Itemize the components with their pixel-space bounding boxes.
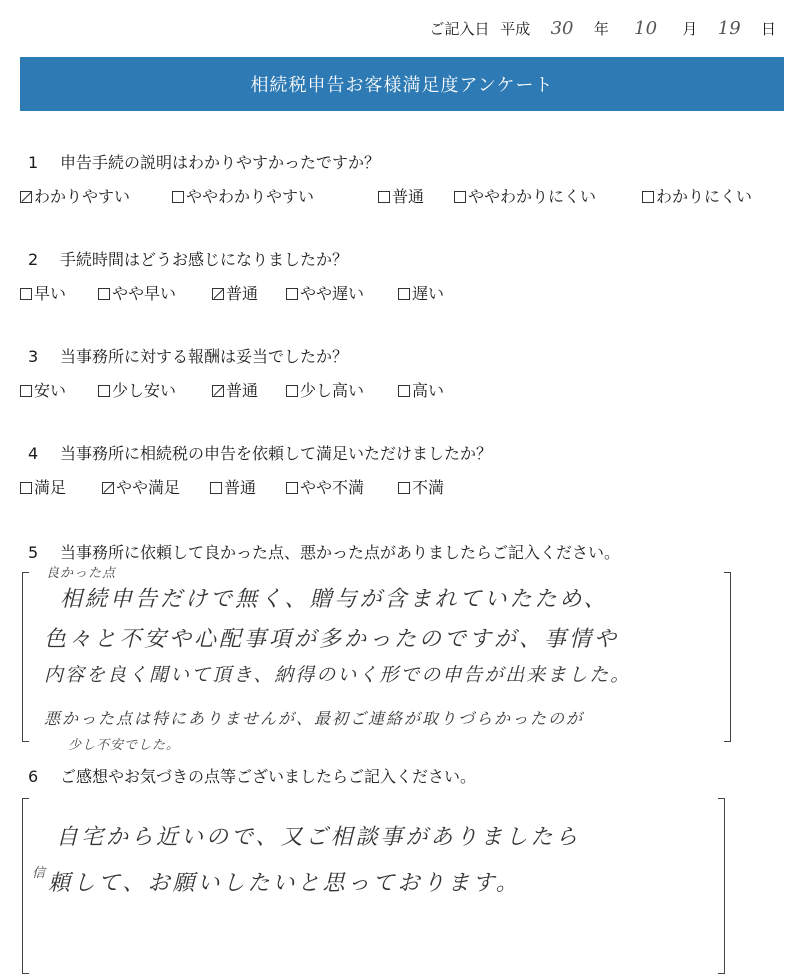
checkbox[interactable] [286,385,298,397]
question-6: 6 ご感想やお気づきの点等ございましたらご記入ください。 [28,767,477,786]
handwriting-q5-line4: 悪かった点は特にありませんが、最初ご連絡が取りづらかったのが [44,709,585,728]
checkbox-checked[interactable] [212,288,224,300]
answer-box-left-bracket [22,572,29,742]
question-text: 申告手続の説明はわかりやすかったですか？ [60,153,381,172]
checkbox[interactable] [20,288,32,300]
day-value: 19 [717,18,741,39]
checkbox[interactable] [172,191,184,203]
option[interactable]: わかりやすい [20,184,130,207]
question-2: 2 手続時間はどうお感じになりましたか？ [28,250,349,269]
checkbox-checked[interactable] [20,191,32,203]
question-3: 3 当事務所に対する報酬は妥当でしたか？ [28,347,349,366]
handwriting-q6-prefix: 信 [32,866,47,881]
month-value: 10 [634,18,658,39]
checkbox[interactable] [20,385,32,397]
year-value: 30 [550,18,574,39]
checkbox[interactable] [378,191,390,203]
option[interactable]: やや不満 [286,475,364,498]
checkbox[interactable] [398,385,410,397]
handwriting-q6-line2: 頼して、お願いしたいと思っております。 [48,871,521,896]
month-unit: 月 [682,20,698,38]
checkbox[interactable] [210,482,222,494]
checkbox[interactable] [286,482,298,494]
option[interactable]: 普通 [210,475,256,498]
option[interactable]: やや満足 [102,475,180,498]
handwriting-q5-line2: 色々と不安や心配事項が多かったのですが、事情や [44,627,620,652]
option[interactable]: やや遅い [286,281,364,304]
option[interactable]: わかりにくい [642,184,752,207]
survey-title: 相続税申告お客様満足度アンケート [20,57,784,111]
checkbox[interactable] [20,482,32,494]
handwriting-q5-line5: 少し不安でした。 [68,738,181,753]
handwriting-good-label: 良かった点 [46,566,117,581]
option[interactable]: 遅い [398,281,444,304]
option[interactable]: ややわかりにくい [454,184,596,207]
option[interactable]: 普通 [212,378,258,401]
option[interactable]: ややわかりやすい [172,184,314,207]
option[interactable]: やや早い [98,281,176,304]
option[interactable]: 少し安い [98,378,176,401]
checkbox[interactable] [642,191,654,203]
day-unit: 日 [760,20,776,38]
handwriting-q6-line1: 自宅から近いので、又ご相談事がありましたら [56,825,581,850]
entry-date [429,18,782,39]
answer-box-right-bracket [724,572,731,742]
option[interactable]: 普通 [212,281,258,304]
era-label: 平成 [500,20,531,38]
checkbox-checked[interactable] [102,482,114,494]
checkbox[interactable] [398,482,410,494]
option[interactable]: 満足 [20,475,66,498]
checkbox[interactable] [98,288,110,300]
checkbox[interactable] [98,385,110,397]
checkbox[interactable] [454,191,466,203]
question-4: 4 当事務所に相続税の申告を依頼して満足いただけましたか？ [28,444,493,463]
checkbox-checked[interactable] [212,385,224,397]
handwriting-q5-line3: 内容を良く聞いて頂き、納得のいく形での申告が出来ました。 [44,664,632,686]
option[interactable]: 不満 [398,475,444,498]
answer-box-right-bracket [718,798,725,974]
entry-date-label: ご記入日 [429,20,490,38]
question-number: 1 [28,153,39,172]
year-unit: 年 [593,20,609,38]
question-5: 5 当事務所に依頼して良かった点、悪かった点がありましたらご記入ください。 [28,543,621,562]
handwriting-q5-line1: 相続申告だけで無く、贈与が含まれていたため、 [60,587,609,612]
question-1 [28,150,380,173]
option[interactable]: 早い [20,281,66,304]
answer-box-left-bracket [22,798,29,974]
option[interactable]: 高い [398,378,444,401]
option[interactable]: 普通 [378,184,424,207]
option[interactable]: 安い [20,378,66,401]
checkbox[interactable] [398,288,410,300]
option[interactable]: 少し高い [286,378,364,401]
checkbox[interactable] [286,288,298,300]
